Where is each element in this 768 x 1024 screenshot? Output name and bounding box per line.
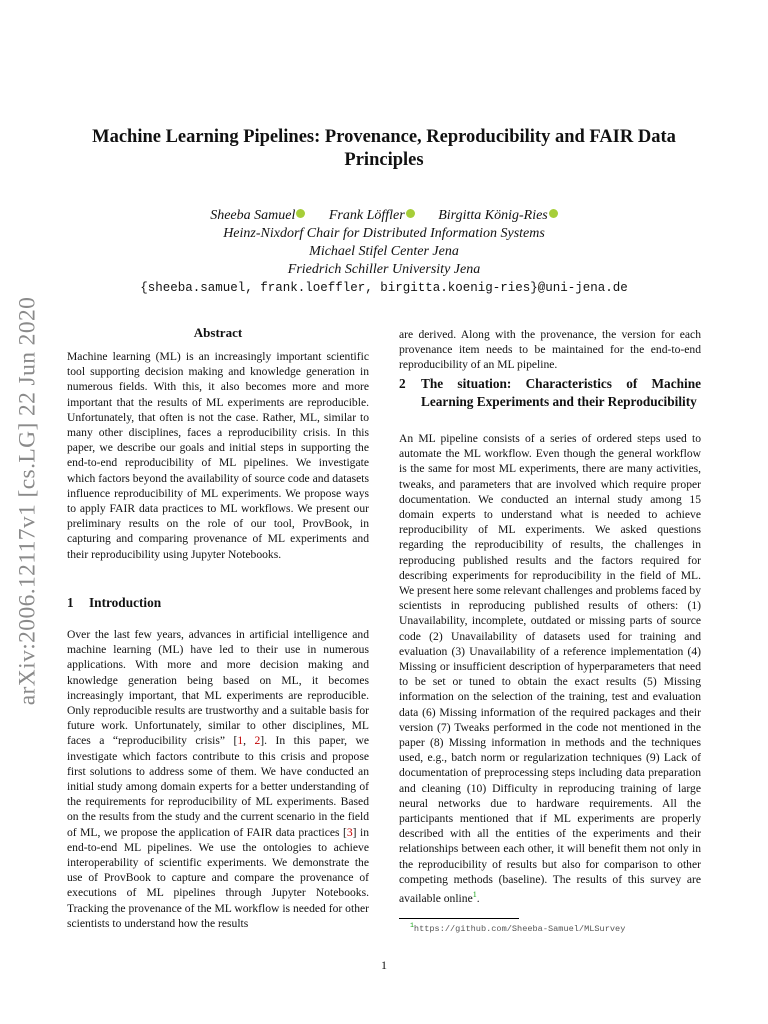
section-heading [67,594,161,612]
introduction-body [67,627,369,931]
section2-paragraph: An ML pipeline consists of a series of ordered steps used to automate the ML workflow. Even though the general workflow is the same for most ML experiments, there are many activities, tweaks, and parameters that are involved which require proper documentation. We conducted an internal study among 15 domain experts to understand what is needed to achieve reproducibility of ML experiments. We asked questions regarding the reproducibility of results, the challenges in reproducing published results and the factors required for describing experiments for reproducibility in the field of ML. We present here some relevant challenges and problems faced by scientists in reproducing published results of others: (1) Unavailability, incomplete, outdated or missing parts of source code (2) Unavailability of datasets used for training and evaluation (3) Unavailability of a reference implementation (4) Missing or insufficient description of hyperparameters that need to be set or tuned to obtain the exact results (5) Missing information on the selection of the training, test and evaluation data (6) Missing information of the required packages and their version (7) Tweaks performed in the code not mentioned in the paper (8) Missing information in methods and the techniques used, e.g., batch norm or regularization techniques (9) Lack of documentation of preprocessing steps including data preparation and cleaning (10) Difficulty in reproducing training of large neural networks due to hardware requirements. All the participants mentioned that if ML experiments are properly described with all the entities of the experiments and their relationships between each other, it will benefit them not only in the reproducibility of results but also for comparison to other competing methods (baseline). The results of this survey are available online$^1$. [399,432,701,905]
arxiv-sidebar [8,276,48,726]
citation-link[interactable]: 2 [254,734,261,748]
orcid-icon[interactable] [549,209,558,218]
affiliations [70,225,698,279]
section-number: 1 [67,595,74,610]
abstract-body [67,349,369,562]
affiliation-line: Friedrich Schiller University Jena [287,262,481,277]
footnote-marker[interactable]: 1 [472,890,477,900]
abstract-heading: Abstract [193,325,243,340]
footnote-number: 1 [410,922,414,929]
section-title: The situation: Characteristics of Machine Learning Experiments and their Reproducibility [421,376,701,409]
introduction-paragraph: Over the last few years, advances in artificial intelligence and machine learning (ML) have led to their use in numerous applications. With more and more decision making and knowledge generation being based on ML, it becomes increasingly important, that ML experiments are reproducible. Only reproducible results are trustworthy and a suitable basis for future work. Unfortunately, similar to other disciplines, ML faces a “reproducibility crisis” [1, 2]. In this paper, we investigate which factors contribute to this crisis and propose first solutions to address some of them. We have conducted an initial study among domain experts for a better understanding of the requirements for reproducibility of ML experiments. Based on the results from the study and the current scenario in the field of ML, we propose the application of FAIR data practices [3] in end-to-end ML pipelines. We use the ontologies to achieve interoperability of scientific experiments. We demonstrate the use of ProvBook to capture and compare the provenance of executions of ML pipelines through Jupyter Notebooks. Tracking the provenance of the ML workflow is needed for other scientists to understand how the results [67,628,369,930]
citation-link[interactable]: 1 [237,734,244,748]
footnote-rule [399,918,519,919]
affiliation-line: Heinz-Nixdorf Chair for Distributed Information Systems [223,226,545,241]
author: Frank Löffler [329,208,415,223]
page-number: 1 [381,958,387,972]
author: Birgitta König-Ries [438,208,558,223]
author-emails: {sheeba.samuel, frank.loeffler, birgitta.koenig-ries}@uni-jena.de [140,281,628,295]
introduction-continuation: are derived. Along with the provenance, the version for each provenance item needs to be maintained for the end-to-end reproducibility of an ML pipeline. [399,328,701,372]
author-list [70,207,698,225]
orcid-icon[interactable] [296,209,305,218]
orcid-icon[interactable] [406,209,415,218]
footnote-url-link[interactable]: https://github.com/Sheeba-Samuel/MLSurvey [413,923,626,934]
paper-title: Machine Learning Pipelines: Provenance, Reproducibility and FAIR Data Principles [92,127,676,170]
footnote [410,922,625,934]
abstract-text: Machine learning (ML) is an increasingly important scientific tool supporting decision making and knowledge generation in numerous fields. With this, it also becomes more and more important that the results of ML experiments are reproducible. Unfortunately, that often is not the case. Rather, ML, similar to many other disciplines, faces a reproducibility crisis. In this paper, we describe our goals and initial steps in supporting the end-to-end reproducibility of ML pipelines. We investigate which factors beyond the availability of source code and datasets influence reproducibility of ML experiments. We propose ways to apply FAIR data practices to ML workflows. We present our preliminary results on the role of our tool, ProvBook, in capturing and comparing provenance of ML experiments and their reproducibility using Jupyter Notebooks. [67,350,369,561]
section-title: Introduction [89,595,162,610]
citation-link[interactable]: 3 [346,825,353,839]
arxiv-identifier: arXiv:2006.12117v1 [cs.LG] 22 Jun 2020 [14,296,41,706]
section2-body [399,431,701,906]
affiliation-line: Michael Stifel Center Jena [309,244,459,259]
section-heading [399,375,701,410]
author: Sheeba Samuel [210,208,305,223]
section-number: 2 [399,376,406,391]
